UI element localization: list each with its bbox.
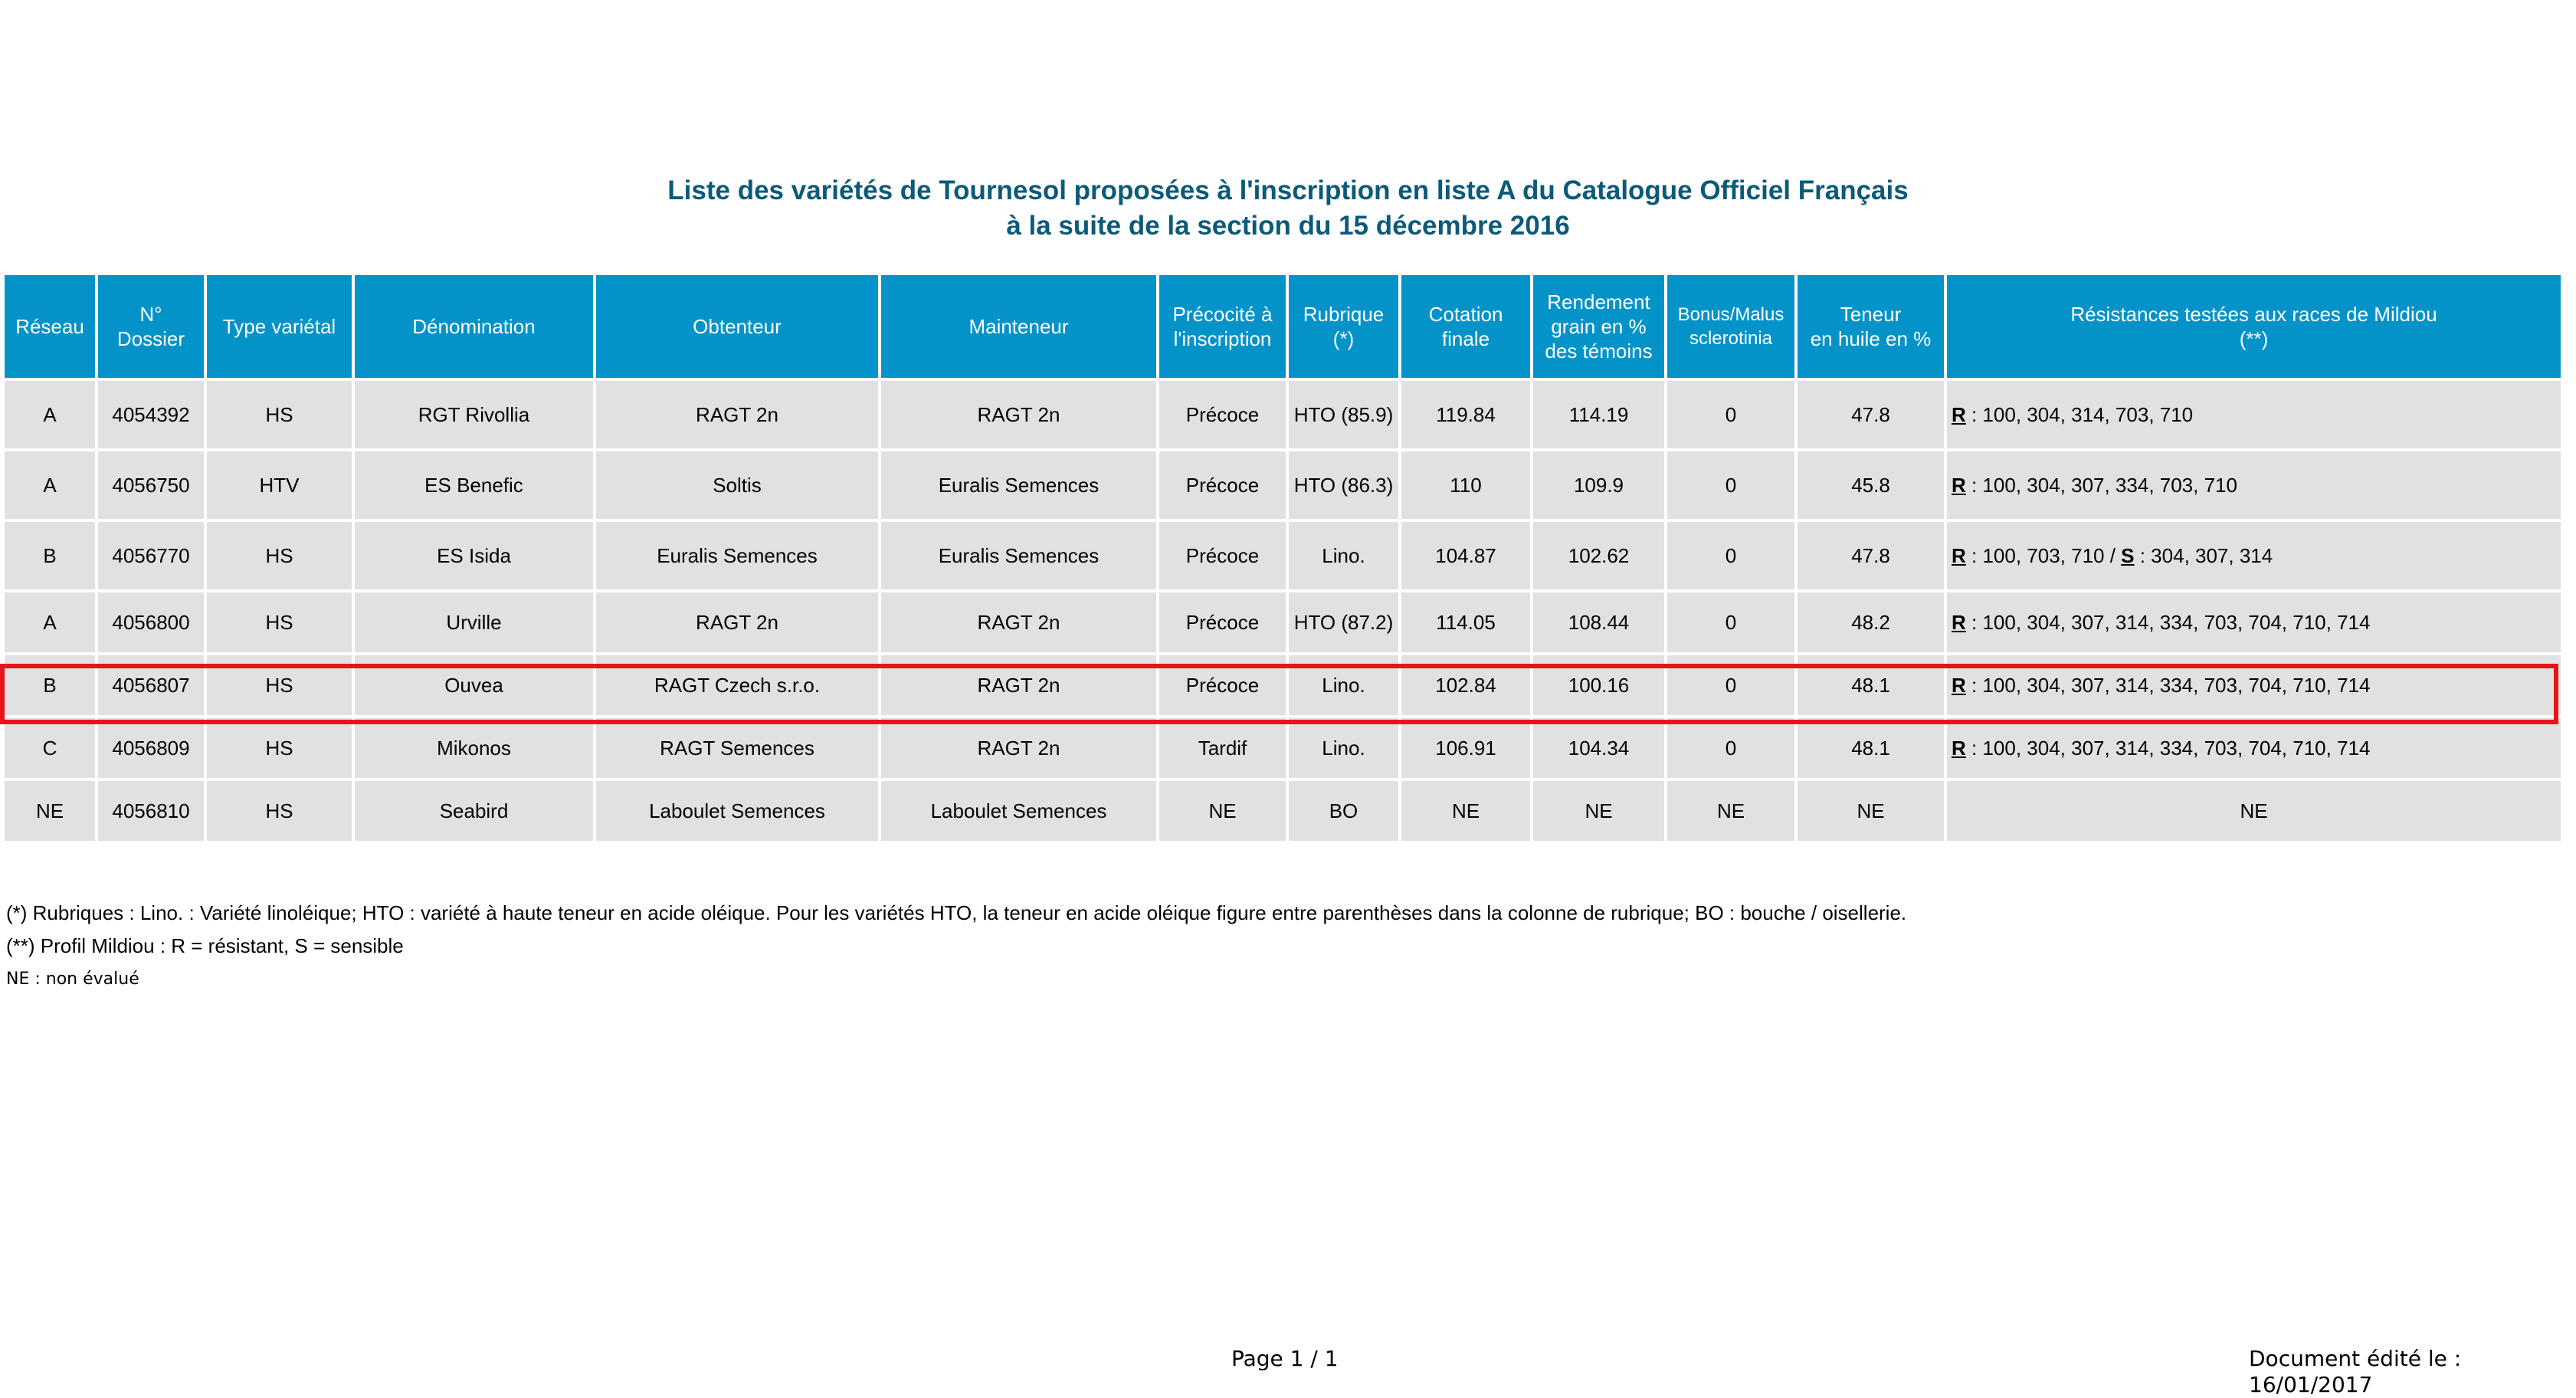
col-header-bonus: Bonus/Malus sclerotinia xyxy=(1666,274,1796,379)
footnote-rubriques: (*) Rubriques : Lino. : Variété linoléique; HTO : variété à haute teneur en acide oléique. Pour les variétés HTO, la teneur en acide oléique figure entre parenthèses dans la colonne de rubrique; BO : bouche / oisellerie. xyxy=(6,901,1907,924)
cell-rendement: 104.34 xyxy=(1532,717,1666,779)
cell-dossier: 4056770 xyxy=(97,520,205,591)
cell-reseau: NE xyxy=(3,779,97,842)
cell-precocite: Précoce xyxy=(1158,591,1287,654)
cell-obtenteur: Soltis xyxy=(595,450,880,520)
cell-type: HS xyxy=(205,654,353,717)
cell-precocite: Précoce xyxy=(1158,520,1287,591)
cell-dossier: 4056800 xyxy=(97,591,205,654)
cell-rubrique: HTO (87.2) xyxy=(1287,591,1400,654)
footnote-non-evalue: NE : non évalué xyxy=(6,970,139,989)
cell-dossier: 4056810 xyxy=(97,779,205,842)
cell-denomination: Mikonos xyxy=(353,717,595,779)
cell-rendement: 108.44 xyxy=(1532,591,1666,654)
cell-mainteneur: RAGT 2n xyxy=(880,379,1158,450)
cell-dossier: 4056750 xyxy=(97,450,205,520)
cell-mainteneur: RAGT 2n xyxy=(880,591,1158,654)
cell-bonus: 0 xyxy=(1666,450,1796,520)
cell-cotation: NE xyxy=(1400,779,1532,842)
col-header-type: Type variétal xyxy=(205,274,353,379)
cell-reseau: A xyxy=(3,379,97,450)
cell-type: HS xyxy=(205,717,353,779)
col-header-dossier: N° Dossier xyxy=(97,274,205,379)
cell-precocite: Tardif xyxy=(1158,717,1287,779)
cell-resistances: R : 100, 304, 307, 314, 334, 703, 704, 710, 714 xyxy=(1945,717,2562,779)
cell-teneur: 47.8 xyxy=(1796,379,1945,450)
cell-denomination: RGT Rivollia xyxy=(353,379,595,450)
cell-resistances: R : 100, 304, 307, 314, 334, 703, 704, 710, 714 xyxy=(1945,654,2562,717)
cell-dossier: 4054392 xyxy=(97,379,205,450)
cell-mainteneur: Laboulet Semences xyxy=(880,779,1158,842)
edit-date: Document édité le : 16/01/2017 xyxy=(2249,1346,2462,1397)
title-line-2: à la suite de la section du 15 décembre 2016 xyxy=(1006,211,1570,241)
cell-rubrique: BO xyxy=(1287,779,1400,842)
cell-mainteneur: Euralis Semences xyxy=(880,520,1158,591)
col-header-reseau: Réseau xyxy=(3,274,97,379)
cell-bonus: 0 xyxy=(1666,654,1796,717)
cell-cotation: 106.91 xyxy=(1400,717,1532,779)
col-header-teneur: Teneur en huile en % xyxy=(1796,274,1945,379)
cell-teneur: 45.8 xyxy=(1796,450,1945,520)
cell-obtenteur: Laboulet Semences xyxy=(595,779,880,842)
cell-obtenteur: RAGT 2n xyxy=(595,591,880,654)
cell-denomination: Urville xyxy=(353,591,595,654)
table-row xyxy=(3,379,2562,450)
cell-teneur: 47.8 xyxy=(1796,520,1945,591)
cell-dossier: 4056807 xyxy=(97,654,205,717)
cell-denomination: Seabird xyxy=(353,779,595,842)
cell-type: HS xyxy=(205,379,353,450)
cell-rubrique: Lino. xyxy=(1287,717,1400,779)
cell-precocite: NE xyxy=(1158,779,1287,842)
cell-cotation: 114.05 xyxy=(1400,591,1532,654)
cell-type: HS xyxy=(205,779,353,842)
cell-rubrique: Lino. xyxy=(1287,654,1400,717)
cell-rendement: 100.16 xyxy=(1532,654,1666,717)
table-row xyxy=(3,779,2562,842)
cell-resistances: R : 100, 304, 307, 314, 334, 703, 704, 710, 714 xyxy=(1945,591,2562,654)
page-number: Page 1 / 1 xyxy=(1231,1346,1339,1371)
cell-resistances: NE xyxy=(1945,779,2562,842)
col-header-denomination: Dénomination xyxy=(353,274,595,379)
cell-mainteneur: Euralis Semences xyxy=(880,450,1158,520)
cell-cotation: 104.87 xyxy=(1400,520,1532,591)
cell-bonus: 0 xyxy=(1666,520,1796,591)
document-title xyxy=(0,173,2576,244)
title-line-1: Liste des variétés de Tournesol proposées à l'inscription en liste A du Catalogue Officiel Français xyxy=(667,176,1909,205)
cell-cotation: 119.84 xyxy=(1400,379,1532,450)
cell-teneur: 48.2 xyxy=(1796,591,1945,654)
cell-reseau: B xyxy=(3,654,97,717)
col-header-precocite: Précocité à l'inscription xyxy=(1158,274,1287,379)
table-row xyxy=(3,591,2562,654)
cell-type: HS xyxy=(205,591,353,654)
cell-obtenteur: RAGT Czech s.r.o. xyxy=(595,654,880,717)
cell-rubrique: HTO (86.3) xyxy=(1287,450,1400,520)
cell-resistances: R : 100, 304, 314, 703, 710 xyxy=(1945,379,2562,450)
cell-reseau: A xyxy=(3,450,97,520)
cell-type: HS xyxy=(205,520,353,591)
cell-precocite: Précoce xyxy=(1158,379,1287,450)
cell-type: HTV xyxy=(205,450,353,520)
col-header-resistances: Résistances testées aux races de Mildiou (**) xyxy=(1945,274,2562,379)
cell-bonus: 0 xyxy=(1666,717,1796,779)
cell-rendement: 109.9 xyxy=(1532,450,1666,520)
col-header-rubrique: Rubrique (*) xyxy=(1287,274,1400,379)
cell-teneur: 48.1 xyxy=(1796,654,1945,717)
col-header-mainteneur: Mainteneur xyxy=(880,274,1158,379)
cell-cotation: 110 xyxy=(1400,450,1532,520)
cell-mainteneur: RAGT 2n xyxy=(880,654,1158,717)
cell-denomination: ES Isida xyxy=(353,520,595,591)
cell-precocite: Précoce xyxy=(1158,654,1287,717)
cell-resistances: R : 100, 703, 710 / S : 304, 307, 314 xyxy=(1945,520,2562,591)
col-header-obtenteur: Obtenteur xyxy=(595,274,880,379)
cell-reseau: B xyxy=(3,520,97,591)
cell-dossier: 4056809 xyxy=(97,717,205,779)
col-header-rendement: Rendement grain en % des témoins xyxy=(1532,274,1666,379)
cell-bonus: NE xyxy=(1666,779,1796,842)
cell-reseau: A xyxy=(3,591,97,654)
cell-obtenteur: RAGT 2n xyxy=(595,379,880,450)
table-row-highlighted xyxy=(3,654,2562,717)
cell-bonus: 0 xyxy=(1666,591,1796,654)
cell-obtenteur: Euralis Semences xyxy=(595,520,880,591)
cell-rendement: NE xyxy=(1532,779,1666,842)
cell-bonus: 0 xyxy=(1666,379,1796,450)
cell-denomination: Ouvea xyxy=(353,654,595,717)
col-header-cotation: Cotation finale xyxy=(1400,274,1532,379)
cell-rubrique: HTO (85.9) xyxy=(1287,379,1400,450)
cell-teneur: 48.1 xyxy=(1796,717,1945,779)
cell-obtenteur: RAGT Semences xyxy=(595,717,880,779)
table-header-row xyxy=(3,274,2562,379)
cell-rendement: 114.19 xyxy=(1532,379,1666,450)
cell-rendement: 102.62 xyxy=(1532,520,1666,591)
table-row xyxy=(3,717,2562,779)
cell-mainteneur: RAGT 2n xyxy=(880,717,1158,779)
cell-precocite: Précoce xyxy=(1158,450,1287,520)
cell-teneur: NE xyxy=(1796,779,1945,842)
cell-cotation: 102.84 xyxy=(1400,654,1532,717)
table-row xyxy=(3,520,2562,591)
cell-rubrique: Lino. xyxy=(1287,520,1400,591)
footnote-mildiou: (**) Profil Mildiou : R = résistant, S = sensible xyxy=(6,934,404,957)
varieties-table xyxy=(2,272,2564,844)
cell-resistances: R : 100, 304, 307, 334, 703, 710 xyxy=(1945,450,2562,520)
table-row xyxy=(3,450,2562,520)
cell-denomination: ES Benefic xyxy=(353,450,595,520)
cell-reseau: C xyxy=(3,717,97,779)
